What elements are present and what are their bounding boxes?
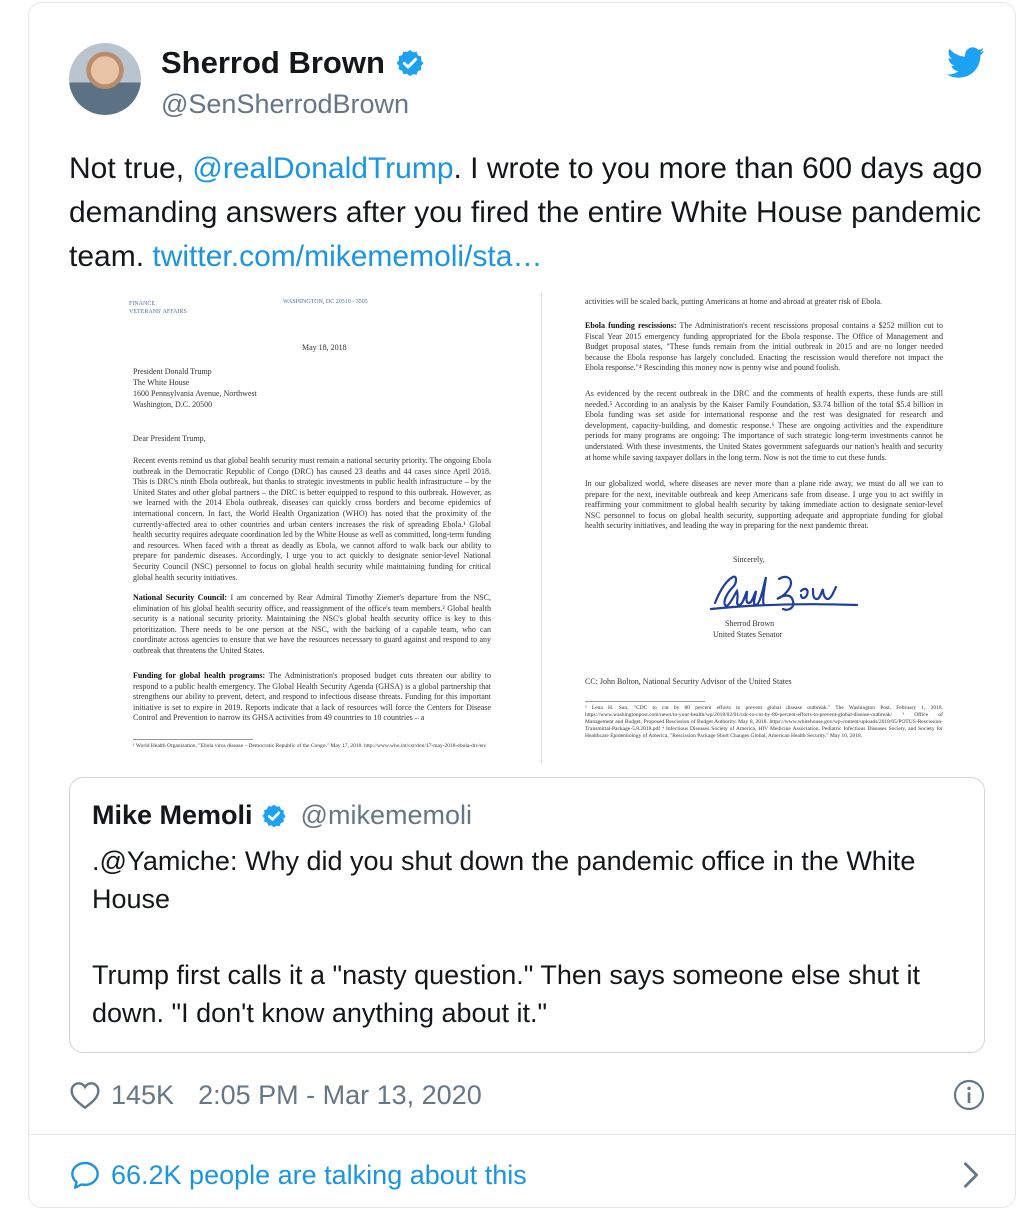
quoted-author-name: Mike Memoli <box>92 800 253 830</box>
tweet-meta <box>69 1073 989 1117</box>
letter-paragraph-3 <box>133 671 491 724</box>
author-name-row <box>161 45 425 81</box>
tweet-text <box>69 147 989 279</box>
letter-image[interactable] <box>97 293 981 763</box>
letterhead-committee-1: FINANCE <box>129 301 156 307</box>
letter-recipient-4: Washington, D.C. 20500 <box>133 400 213 409</box>
letter-cc: CC: John Bolton, National Security Advisor of the United States <box>585 677 792 686</box>
conversation-link[interactable] <box>69 1153 989 1197</box>
letter-recipient-2: The White House <box>133 378 190 387</box>
letterhead-committee-2: VETERANS' AFFAIRS <box>129 309 187 315</box>
tweet-timestamp[interactable]: 2:05 PM - Mar 13, 2020 <box>198 1079 482 1110</box>
quoted-tweet[interactable] <box>69 777 985 1053</box>
quoted-author-handle: @mikememoli <box>300 800 472 830</box>
letter-paragraph-4 <box>585 321 943 374</box>
letter-footnotes: ² Lena H. Sun, "CDC to cut by 80 percent efforts to prevent global disease outbreak." The Washington Post, February 1, 2018. https://www.washingtonpost.com/news/to-your-health/wp/2018/02/01/cdc-to-cut-by-80-percent-efforts-to-prevent-global-disease-outbreak/ ³ Office of Management and Budget, Proposed Rescission of Budget Authority. May 8, 2018. https://www.whitehouse.gov/wp-content/uploads/2018/05/POTUS-Rescission-Transmittal-Package-5.8.2018.pdf ⁴ Infectious Diseases Society of America, HIV Medicine Association, Pediatric Infectious Diseases Society, and Society for Healthcare Epidemiology of America, "Rescission Package Short Changes Global, American Health Security." May 10, 2018. <box>585 705 943 739</box>
footer-divider <box>29 1134 1015 1135</box>
letter-paragraph-4-body: The Administration's recent rescissions proposal contains a $252 million cut to Fiscal Year 2015 emergency funding appropriated for the Ebola response. The Office of Management and Budget proposal states, "These funds remain from the initial outbreak in 2015 and are no longer needed because the Ebola response has largely concluded. Enacting the rescission would therefore not impact the Ebola response."⁴ Rescinding this money now is penny wise and pound foolish. <box>585 321 943 373</box>
letter-salutation: Dear President Trump, <box>133 434 206 443</box>
tweet-text-after: . I wrote to you more than 600 days ago demanding answers after you fired the entire White House pandemic team. <box>69 152 983 273</box>
page-gutter <box>541 293 542 763</box>
author-avatar[interactable] <box>69 43 141 115</box>
tweet-text-before: Not true, <box>69 152 193 185</box>
letter-date: May 18, 2018 <box>302 343 347 352</box>
letter-paragraph-4-heading: Ebola funding rescissions: <box>585 321 677 330</box>
letterhead-address: WASHINGTON, DC 20510 - 3505 <box>283 299 368 305</box>
tweet-card <box>28 2 1016 1208</box>
quoted-tweet-text: .@Yamiche: Why did you shut down the pandemic office in the White House Trump first calls it a "nasty question." Then says someone else shut it down. "I don't know anything about it." <box>92 846 921 1028</box>
signature-image <box>709 561 859 621</box>
letter-paragraph-3-heading: Funding for global health programs: <box>133 671 266 680</box>
quoted-tweet-link[interactable]: twitter.com/mikememoli/sta… <box>152 240 543 273</box>
mention-link[interactable]: @realDonaldTrump <box>192 152 454 185</box>
letter-continued-line: activities will be scaled back, putting Americans at home and abroad at greater risk of Ebola. <box>585 297 883 306</box>
letter-paragraph-1: Recent events remind us that global health security must remain a national security priority. The ongoing Ebola outbreak in the Democratic Republic of Congo (DRC) has caused 23 deaths and 44 cases since April 2018. This is DRC's ninth Ebola outbreak, but thanks to strategic investments in public health infrastructure – by the United States and other global partners – the DRC is better equipped to respond to this outbreak. However, as we learned with the 2014 Ebola outbreak, diseases can quickly cross borders and become epidemics of international concern. In fact, the World Health Organization (WHO) has noted that the proximity of the currently-affected area to other countries and urban centers increases the risk of spreading Ebola.¹ Global health security requires adequate coordination led by the White House as well as committed, long-term funding and resources. When faced with a threat as deadly as Ebola, we cannot afford to walk back our ability to prepare for pandemic diseases. Accordingly, I urge you to act quickly to designate senior-level National Security Council (NSC) personnel to focus on global health security while maintaining funding for critical global health security initiatives. <box>133 456 491 582</box>
author-handle[interactable]: @SenSherrodBrown <box>161 89 410 119</box>
letter-paragraph-6: In our globalized world, where diseases are never more than a plane ride away, we must do all we can to prepare for the next, inevitable outbreak and keep Americans safe from disease. I urge you to act swiftly in reaffirming your commitment to global health security by taking immediate action to designate senior-level NSC personnel to focus on global health security, supporting adequate and appropriate funding for global health security initiatives, and leading the way in preparing for the next pandemic threat. <box>585 479 943 531</box>
letter-page-1 <box>97 293 529 763</box>
letter-paragraph-2-heading: National Security Council: <box>133 593 228 602</box>
signer-name: Sherrod Brown <box>725 619 775 628</box>
quoted-verified-badge-icon <box>261 803 287 829</box>
signer-title: United States Senator <box>713 630 783 639</box>
heart-icon[interactable] <box>69 1080 101 1110</box>
twitter-bird-icon[interactable] <box>947 47 985 79</box>
letter-closing: Sincerely, <box>733 555 765 564</box>
chevron-right-icon[interactable] <box>961 1161 981 1189</box>
letter-paragraph-5: As evidenced by the recent outbreak in the DRC and the comments of health experts, these funds are still needed.⁵ According to an analysis by the Kaiser Family Foundation, $3.74 billion of the total $5.4 billion in Ebola funding was set aside for international response and the rest was designated for research and development, capacity-building, and domestic response.⁶ These are ongoing activities and the expenditure periods for many programs are ongoing: The importance of such strategic long-term investments cannot be understated. With these investments, the United States government safeguards our nation's health and security at home while saving taxpayer dollars in the long term. Now is not the time to cut these funds. <box>585 389 943 462</box>
info-icon[interactable] <box>953 1079 985 1111</box>
footnote-rule <box>133 739 253 740</box>
letter-recipient-1: President Donald Trump <box>133 367 212 376</box>
verified-badge-icon <box>395 48 425 78</box>
quoted-tweet-header <box>92 800 472 831</box>
like-count[interactable]: 145K <box>111 1079 175 1110</box>
author-name[interactable]: Sherrod Brown <box>161 45 385 80</box>
reply-bubble-icon <box>69 1159 101 1191</box>
letter-page-2 <box>549 293 981 763</box>
letter-paragraph-3-body: The Administration's proposed budget cuts threaten our ability to respond to a public health emergency. The Global Health Security Agenda (GHSA) is a global partnership that strengthens our ability to prevent, detect, and respond to infectious disease threats. Funding for this important initiative is set to expire in 2019. Reports indicate that a lack of resources will force the Centers for Disease Control and Prevention to narrow its GHSA activities from 49 countries to 10 countries – a <box>133 671 491 723</box>
letter-footnote-1: ¹ World Health Organization, "Ebola virus disease – Democratic Republic of the Congo." May 17, 2018. http://www.who.int/csr/don/17-may-2018-ebola-drc/en/ <box>133 743 487 749</box>
letter-paragraph-2 <box>133 593 491 657</box>
letter-paragraph-2-body: I am concerned by Rear Admiral Timothy Ziemer's departure from the NSC, elimination of his global health security office, and reassignment of the office's team members.² Global health security is a national security priority. Maintaining the NSC's global health security office is key to this prioritization. There needs to be one person at the NSC, with the backing of a capable team, who can coordinate across agencies to ensure that we have the resources necessary to guard against and respond to any outbreak that threatens the United States. <box>133 593 492 655</box>
footnote-rule-2 <box>585 701 705 702</box>
letter-recipient-3: 1600 Pennsylvania Avenue, Northwest <box>133 389 257 398</box>
talking-count[interactable]: 66.2K people are talking about this <box>111 1159 527 1190</box>
